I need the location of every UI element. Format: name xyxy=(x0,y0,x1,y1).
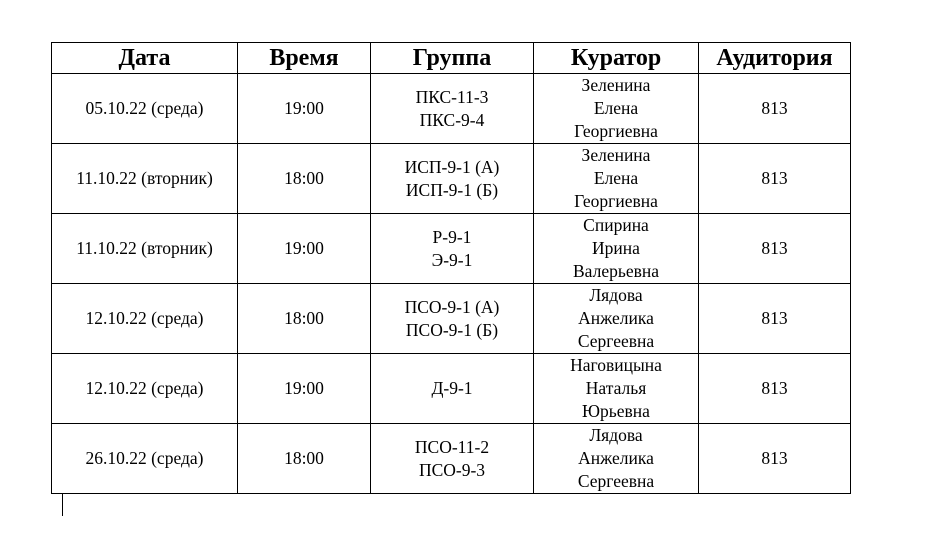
table-row xyxy=(52,214,851,284)
time-cell: 19:00 xyxy=(238,74,371,144)
table-row xyxy=(52,74,851,144)
table-row xyxy=(52,284,851,354)
curator-first-name: Наталья xyxy=(585,378,647,398)
curator-cell xyxy=(534,214,699,284)
table-row xyxy=(52,354,851,424)
header-row xyxy=(52,43,851,74)
header-room: Аудитория xyxy=(699,43,851,74)
group-name: ПСО-11-2 xyxy=(414,436,490,457)
date-cell: 11.10.22 (вторник) xyxy=(52,144,238,214)
room-cell: 813 xyxy=(699,74,851,144)
date-cell: 05.10.22 (среда) xyxy=(52,74,238,144)
curator-first-name: Анжелика xyxy=(578,308,654,328)
group-cell xyxy=(371,424,534,494)
curator-surname: Лядова xyxy=(589,285,643,305)
table-row xyxy=(52,144,851,214)
curator-cell xyxy=(534,284,699,354)
group-name: ПКС-9-4 xyxy=(419,109,485,130)
curator-surname: Зеленина xyxy=(581,145,651,165)
date-cell: 26.10.22 (среда) xyxy=(52,424,238,494)
date-cell: 12.10.22 (среда) xyxy=(52,354,238,424)
room-cell: 813 xyxy=(699,354,851,424)
header-group: Группа xyxy=(371,43,534,74)
room-cell: 813 xyxy=(699,144,851,214)
curator-patronymic: Юрьевна xyxy=(582,401,650,421)
group-cell xyxy=(371,214,534,284)
room-cell: 813 xyxy=(699,284,851,354)
room-cell: 813 xyxy=(699,424,851,494)
group-cell xyxy=(371,354,534,424)
group-name: ПСО-9-1 (Б) xyxy=(405,319,499,340)
curator-first-name: Елена xyxy=(593,168,639,188)
curator-cell xyxy=(534,144,699,214)
curator-patronymic: Георгиевна xyxy=(574,121,658,141)
group-name: ИСП-9-1 (Б) xyxy=(405,179,499,200)
group-name: ПКС-11-3 xyxy=(415,86,489,107)
curator-surname: Наговицына xyxy=(570,355,662,375)
curator-cell xyxy=(534,74,699,144)
curator-surname: Лядова xyxy=(589,425,643,445)
group-name: ИСП-9-1 (А) xyxy=(404,156,500,177)
group-cell xyxy=(371,144,534,214)
curator-surname: Зеленина xyxy=(581,75,651,95)
header-date: Дата xyxy=(52,43,238,74)
time-cell: 18:00 xyxy=(238,284,371,354)
group-name: Д-9-1 xyxy=(431,378,473,398)
text-cursor[interactable] xyxy=(62,494,63,516)
header-time: Время xyxy=(238,43,371,74)
curator-cell xyxy=(534,424,699,494)
group-name: ПСО-9-3 xyxy=(418,459,486,480)
time-cell: 19:00 xyxy=(238,354,371,424)
curator-cell xyxy=(534,354,699,424)
room-cell: 813 xyxy=(699,214,851,284)
group-cell xyxy=(371,74,534,144)
header-curator: Куратор xyxy=(534,43,699,74)
curator-first-name: Анжелика xyxy=(578,448,654,468)
time-cell: 18:00 xyxy=(238,144,371,214)
curator-patronymic: Валерьевна xyxy=(573,261,659,281)
curator-surname: Спирина xyxy=(583,215,649,235)
group-name: Э-9-1 xyxy=(431,249,473,270)
group-name: Р-9-1 xyxy=(432,226,472,247)
schedule-table xyxy=(51,42,851,494)
group-name: ПСО-9-1 (А) xyxy=(404,296,500,317)
date-cell: 12.10.22 (среда) xyxy=(52,284,238,354)
time-cell: 18:00 xyxy=(238,424,371,494)
table-row xyxy=(52,424,851,494)
group-cell xyxy=(371,284,534,354)
curator-first-name: Ирина xyxy=(592,238,640,258)
curator-patronymic: Сергеевна xyxy=(577,471,655,491)
curator-patronymic: Георгиевна xyxy=(574,191,658,211)
curator-first-name: Елена xyxy=(593,98,639,118)
date-cell: 11.10.22 (вторник) xyxy=(52,214,238,284)
time-cell: 19:00 xyxy=(238,214,371,284)
curator-patronymic: Сергеевна xyxy=(577,331,655,351)
